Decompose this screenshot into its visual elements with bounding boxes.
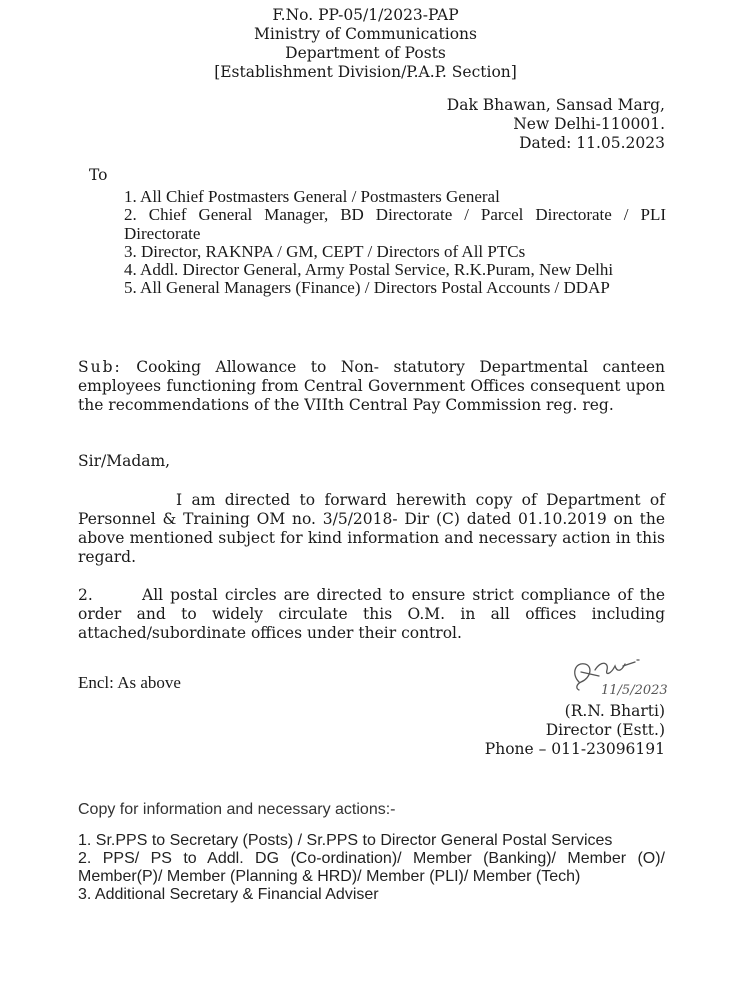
- section-name: [Establishment Division/P.A.P. Section]: [214, 63, 517, 81]
- copy-to-heading: Copy for information and necessary actions:-: [78, 801, 396, 818]
- subject-text: Cooking Allowance to Non- statutory Departmental canteen employees functioning from Central Government Offices consequent upon the recommendations of the VIIth Central Pay Commission reg. reg.: [78, 358, 665, 414]
- signatory-name: (R.N. Bharti): [564, 702, 665, 720]
- signatory-phone: Phone – 011-23096191: [484, 740, 665, 758]
- file-number: F.No. PP-05/1/2023-PAP: [272, 6, 459, 24]
- copy-to-item: 2. PPS/ PS to Addl. DG (Co-ordination)/ Member (Banking)/ Member (O)/ Member(P)/ Member (Planning & HRD)/ Member (PLI)/ Member (Tech): [78, 850, 665, 885]
- copy-to-item: 3. Additional Secretary & Financial Adviser: [78, 886, 379, 903]
- copy-to-item: 1. Sr.PPS to Secretary (Posts) / Sr.PPS to Director General Postal Services: [78, 832, 613, 849]
- date-label: Dated:: [519, 134, 572, 152]
- department-name: Department of Posts: [285, 44, 446, 62]
- to-label: To: [89, 166, 108, 184]
- recipient-item: 4. Addl. Director General, Army Postal Service, R.K.Puram, New Delhi: [124, 260, 614, 280]
- paragraph-2: [78, 586, 665, 643]
- date-line: [447, 134, 665, 153]
- date-value: 11.05.2023: [576, 134, 665, 152]
- letter-header: [0, 6, 731, 82]
- subject-label: Sub:: [78, 358, 122, 376]
- signatory-designation: Director (Estt.): [545, 721, 665, 739]
- subject-line: [78, 358, 665, 415]
- copy-to-list: [78, 832, 665, 904]
- recipient-item: 1. All Chief Postmasters General / Postmasters General: [124, 187, 500, 206]
- recipient-item: 3. Director, RAKNPA / GM, CEPT / Directors of All PTCs: [124, 241, 526, 261]
- sender-address: [447, 96, 665, 153]
- paragraph-2-number: 2.: [78, 586, 93, 604]
- signature-date: 11/5/2023: [601, 683, 668, 698]
- signatory-block: [485, 702, 665, 759]
- address-line-2: New Delhi-110001.: [513, 115, 665, 133]
- recipient-list: [124, 188, 666, 298]
- recipient-item: 2. Chief General Manager, BD Directorate / Parcel Directorate / PLI Directorate: [124, 205, 666, 243]
- ministry-name: Ministry of Communications: [254, 25, 477, 43]
- handwritten-signature: [565, 652, 675, 700]
- paragraph-2-text: All postal circles are directed to ensure strict compliance of the order and to widely circulate this O.M. in all offices including attached/subordinate offices under their control.: [78, 586, 665, 642]
- enclosure-note: Encl: As above: [78, 673, 181, 692]
- paragraph-1: [78, 491, 665, 567]
- salutation: Sir/Madam,: [78, 452, 171, 470]
- paragraph-1-text: I am directed to forward herewith copy of Department of Personnel & Training OM no. 3/5/2018- Dir (C) dated 01.10.2019 on the above mentioned subject for kind information and necessary action in this regard.: [78, 491, 665, 566]
- address-line-1: Dak Bhawan, Sansad Marg,: [446, 96, 665, 114]
- recipient-item: 5. All General Managers (Finance) / Directors Postal Accounts / DDAP: [124, 278, 610, 298]
